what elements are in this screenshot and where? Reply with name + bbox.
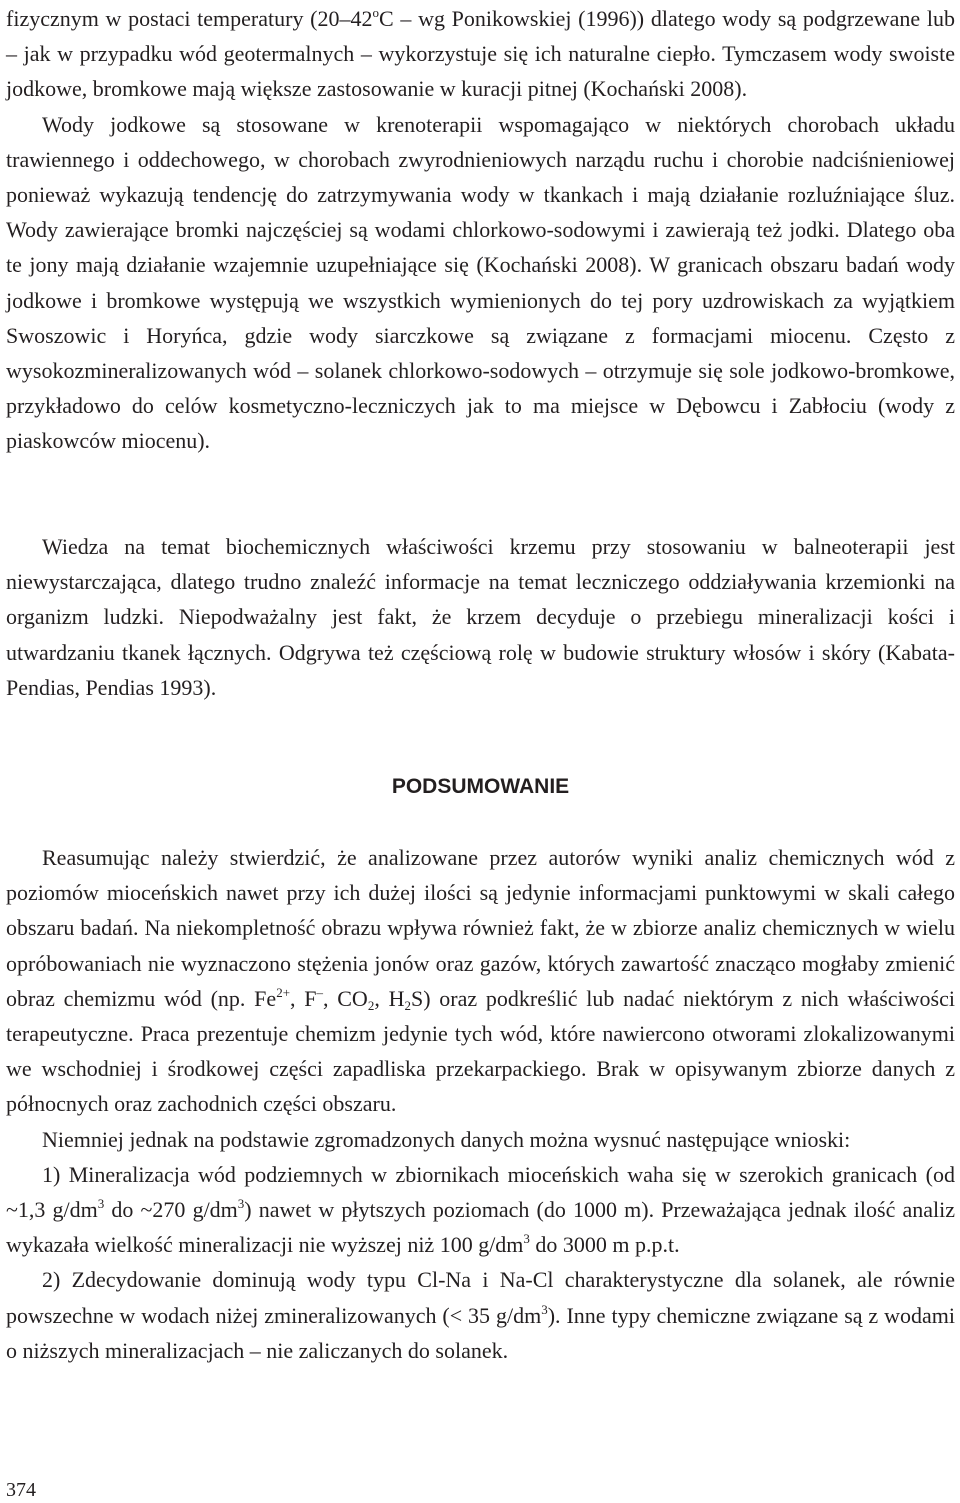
text-span: S) oraz podkreślić lub nadać niektórym z nich właściwości terapeutyczne. Praca prezentuje chemizm jedynie tych wód, które nawiercono otworami zlokalizowanymi we wschodniej i środkowej części zapadliska przekarpackiego. Brak w opisywanym zbiorze danych z północnych oraz zachodnich części obszaru.	[6, 985, 955, 1117]
paragraph-1	[6, 1, 955, 107]
text-span: do 3000 m p.p.t.	[529, 1232, 680, 1258]
text-span: C – wg Ponikowskiej (1996)) dlatego wody są podgrzewane lub – jak w przypadku wód geotermalnych – wykorzystuje się ich naturalne ciepło. Tymczasem wody swoiste jodkowe, bromkowe mają większe zastosowanie w kuracji pitnej (Kochański 2008).	[6, 6, 955, 102]
section-heading-block	[6, 772, 955, 802]
text-span: ) nawet w płytszych poziomach (do 1000 m). Przeważająca jednak ilość analiz wykazała wielkość mineralizacji nie wyższej niż 100 g/dm	[6, 1197, 955, 1258]
superscript: –	[316, 984, 324, 1000]
text-span: ). Inne typy chemiczne związane są z wodami o niższych mineralizacjach – nie zaliczanych do solanek.	[6, 1302, 955, 1363]
paragraph-3: Wiedza na temat biochemicznych właściwości krzemu przy stosowaniu w balneoterapii jest niewystarczająca, dlatego trudno znaleźć informacje na temat leczniczego oddziaływania krzemionki na organizm ludzki. Niepodważalny jest fakt, że krzem decyduje o przebiegu mineralizacji kości i utwardzaniu tkanek łącznych. Odgrywa też częściową rolę w budowie struktury włosów i skóry (Kabata-Pendias, Pendias 1993).	[6, 534, 955, 700]
subscript: 2	[404, 997, 411, 1013]
paragraphs-block-2	[6, 529, 955, 705]
superscript: 2+	[276, 984, 291, 1000]
page-number: 374	[6, 1479, 36, 1501]
text-span: fizycznym w postaci temperatury (20–42	[6, 6, 373, 31]
superscript: o	[372, 5, 379, 20]
paragraph-4	[6, 840, 955, 1122]
paragraphs-block-1	[6, 1, 955, 459]
text-span: , F	[290, 985, 317, 1011]
paragraphs-block-3	[6, 840, 955, 1368]
conclusion-1	[6, 1157, 955, 1263]
text-span: , H	[374, 985, 405, 1011]
paragraph-5: Niemniej jednak na podstawie zgromadzonych danych można wysnuć następujące wnioski:	[42, 1126, 851, 1152]
subscript: 2	[367, 997, 375, 1013]
text-span: do ~270 g/dm	[104, 1197, 238, 1223]
text-span: 1) Mineralizacja wód podziemnych w zbiornikach mioceńskich waha się w szerokich granicach (od ~1,3 g/dm	[6, 1161, 955, 1223]
superscript: 3	[97, 1196, 105, 1212]
superscript: 3	[523, 1231, 530, 1247]
text-span: Reasumując należy stwierdzić, że analizowane przez autorów wyniki analiz chemicznych wód z poziomów mioceńskich nawet przy ich dużej ilości są jedynie informacjami punktowymi w skali całego obszaru badań. Na niekompletność obrazu wpływa również fakt, że w zbiorze analiz chemicznych w wielu opróbowaniach nie wyznaczono stężenia jonów oraz gazów, których zawartość znacząco mogłaby zmienić obraz chemizmu wód (np. Fe	[6, 845, 955, 1011]
conclusion-2	[6, 1262, 955, 1368]
superscript: 3	[541, 1301, 548, 1317]
text-span: 2) Zdecydowanie dominują wody typu Cl-Na i Na-Cl charakterystyczne dla solanek, ale równie powszechne w wodach niżej zmineralizowanych (< 35 g/dm	[6, 1267, 955, 1328]
superscript: 3	[237, 1196, 245, 1212]
paragraph-2: Wody jodkowe są stosowane w krenoterapii wspomagająco w niektórych chorobach układu trawiennego i oddechowego, w chorobach zwyrodnieniowych narządu ruchu i chorobie nadciśnieniowej ponieważ wykazują tendencję do zatrzymywania wody w tkankach i mają działanie rozluźniające śluz. Wody zawierające bromki najczęściej są wodami chlorkowo-sodowymi i zawierają też jodki. Dlatego oba te jony mają działanie wzajemnie uzupełniające się (Kochański 2008). W granicach obszaru badań wody jodkowe i bromkowe występują we wszystkich wymienionych do tej pory uzdrowiskach za wyjątkiem Swoszowic i Horyńca, gdzie wody siarczkowe są związane z formacjami miocenu. Często z wysokozmineralizowanych wód – solanek chlorkowo-sodowych – otrzymuje się sole jodkowo-bromkowe, przykładowo do celów kosmetyczno-leczniczych jak to ma miejsce w Dębowcu i Zabłociu (wody z piaskowców miocenu).	[6, 111, 955, 454]
section-heading: PODSUMOWANIE	[391, 775, 570, 798]
text-span: , CO	[323, 985, 368, 1011]
